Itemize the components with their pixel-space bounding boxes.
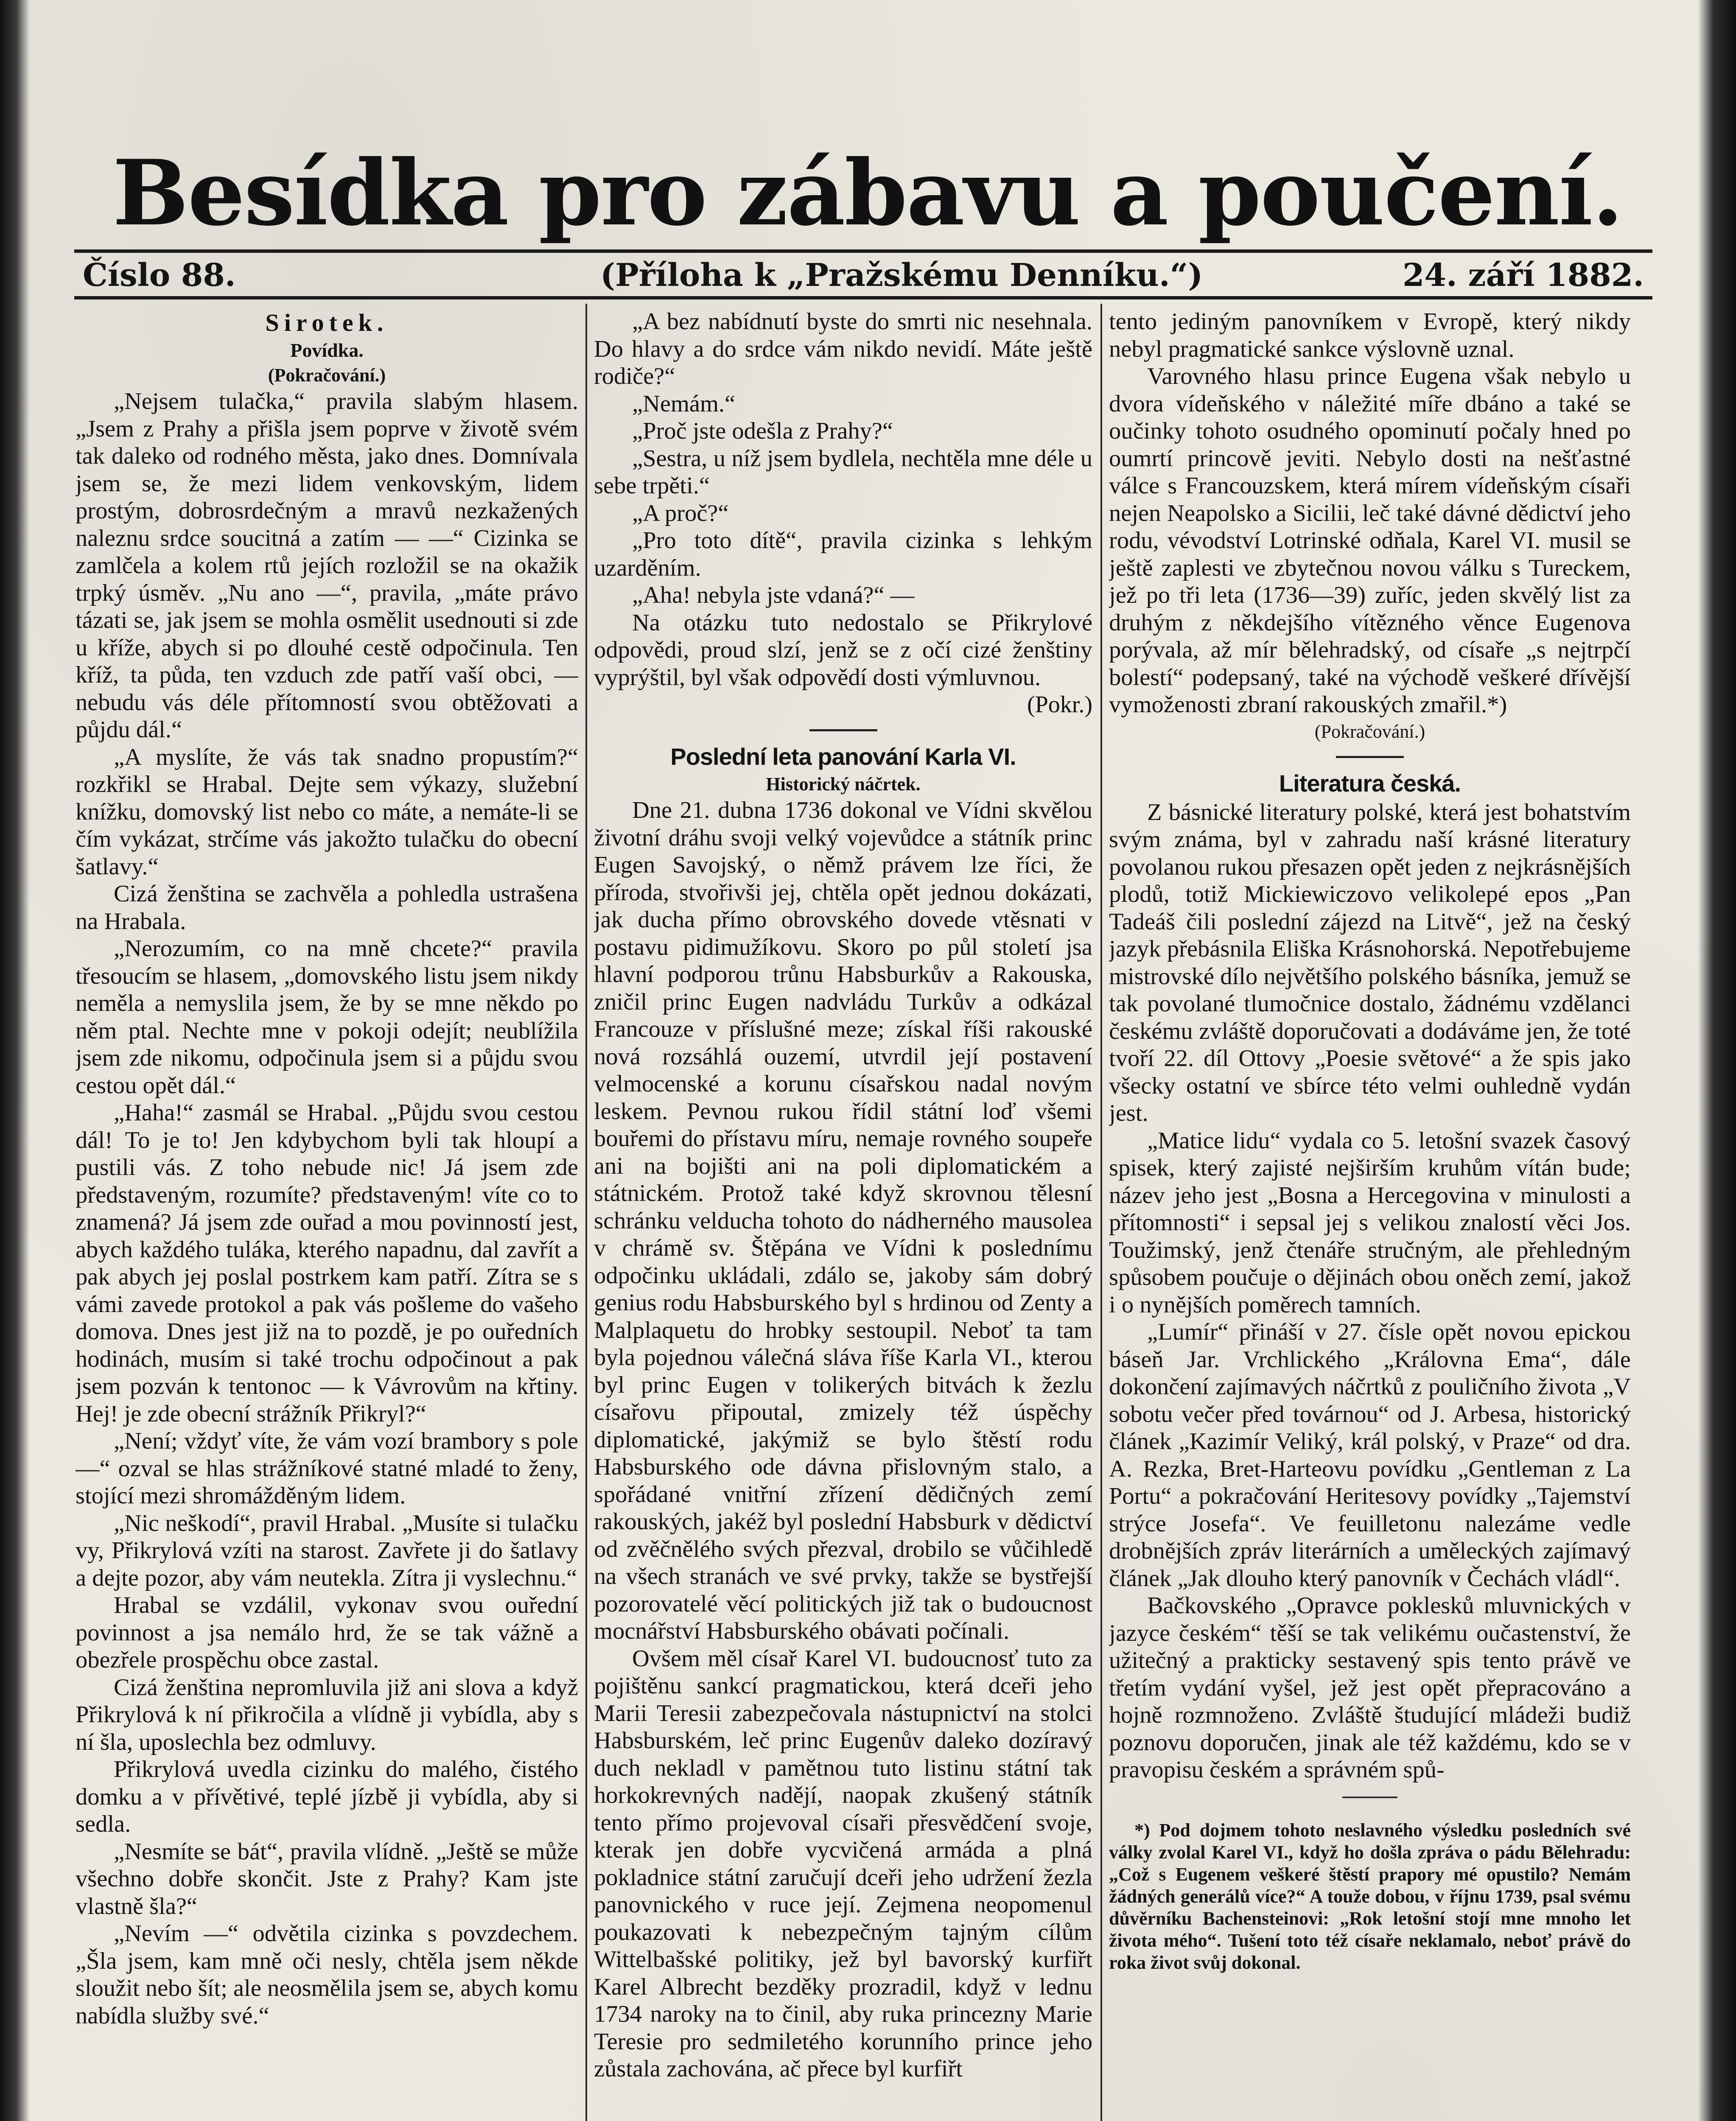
story-paragraph: „Proč jste odešla z Prahy?“ <box>632 418 893 444</box>
literature-title: Literatura česká. <box>1279 769 1461 797</box>
story-paragraph: „Pro toto dítě“, pravila cizinka s lehkým uzarděním. <box>594 527 1092 581</box>
scan-edge-right <box>1698 0 1736 2121</box>
issue-supplement: (Příloha k „Pražskému Denníku.“) <box>600 257 1203 294</box>
footnote-separator <box>1342 1796 1397 1798</box>
story-paragraph: Hrabal se vzdálil, vykonav svou ouřední povinnost a jsa nemálo hrd, že se tak vážně a obezřele prospěchu obce zastal. <box>76 1592 578 1673</box>
story-paragraph: Na otázku tuto nedostalo se Přikrylové odpovědi, proud slzí, jenž se z očí cizé ženštiny vyprýštil, byl však odpovědí dosti výmluvnou. <box>594 609 1092 691</box>
story-paragraph: „Aha! nebyla jste vdaná?“ — <box>632 582 915 608</box>
footnote-text: *) Pod dojmem tohoto neslavného výsledku posledních své války zvolal Karel VI., když ho došla zpráva o pádu Bělehradu: „Což s Eugenem veškeré štěstí prapory mé opustilo? Nemám žádných generálů více?“ A touže dobou, v říjnu 1739, psal svému důvěrníku Bachensteinovi: „Rok letošní stojí mne mnoho let života mého“. Tušení toto též císaře neklamalo, neboť právě do roka život svůj dokonal. <box>1109 1819 1631 1973</box>
story-paragraph: „A bez nabídnutí byste do smrti nic nesehnala. Do hlavy a do srdce vám nikdo nevidí. Máte ještě rodiče?“ <box>594 308 1092 389</box>
story-continued-label: (Pokračování.) <box>268 365 386 386</box>
story-paragraph: „Není; vždyť víte, že vám vozí brambory s pole —“ ozval se hlas strážníkové statné mladé to ženy, stojící mezi shromážděným lidem. <box>76 1428 578 1509</box>
column-divider-1 <box>585 304 587 2121</box>
column-2 <box>594 308 1092 2121</box>
column-3 <box>1109 308 1631 2121</box>
masthead-rule-bottom <box>74 296 1652 299</box>
literature-paragraph: „Lumír“ přináší v 27. čísle opět novou epickou báseň Jar. Vrchlického „Královna Ema“, dále dokončení zajímavých náčrtků z pouličního života „V sobotu večer před továrnou“ od J. Arbesa, historický článek „Kazimír Veliký, král polský, v Praze“ od dra. A. Rezka, Bret-Harteovu povídku „Gentleman z La Portu“ a pokračování Heritesovy povídky „Tajemství strýce Josefa“. Ve feuilletonu nalezáme vedle drobnějších zpráv literárních a uměleckých zajímavý článek „Jak dlouho který panovník v Čechách vládl“. <box>1109 1319 1631 1592</box>
story-to-be-continued: (Pokr.) <box>1027 691 1092 718</box>
story-paragraph: „Nemám.“ <box>632 390 736 417</box>
story-paragraph: „Nejsem tulačka,“ pravila slabým hlasem. „Jsem z Prahy a přišla jsem poprve v životě svém tak daleko od rodného města, jako dnes. Domnívala jsem se, že mezi lidem venkovským, lidem prostým, dobrosrdečným a mravů nezkažených naleznu srdce soucitná a zatím — —“ Cizinka se zamlčela a kolem rtů jejích rozložil se na okažik trpký úsměv. „Nu ano —“, pravila, „máte právo tázati se, jak jsem se mohla osmělit usednouti si zde u kříže, abych si po dlouhé cestě odpočinula. Ten kříž, ta půda, ten vzduch zde patří vaší obci, — nebudu vás déle přítomností svou obtěžovati a půjdu dál.“ <box>76 388 578 743</box>
story-paragraph: „A myslíte, že vás tak snadno propustím?“ rozkřikl se Hrabal. Dejte sem výkazy, služební knížku, domovský list nebo co máte, a nemáte-li se čím vykázat, strčíme vás jakožto tulačku do obecní šatlavy.“ <box>76 744 578 880</box>
history-paragraph: Varovného hlasu prince Eugena však nebylo u dvora vídeňského v náležité míře dbáno a také se oučinky tohoto osudného opominutí počaly hned po oumrtí princově jeviti. Nebylo dosti na nešťastné válce s Francouzskem, která mírem vídeňským císaři nejen Neapolsko a Sicilii, leč také dávné dědictví jeho rodu, vévodství Lotrinské odňala, Karel VI. musil se ještě zaplesti ve zbytečnou novou válku s Tureckem, jež po tři leta (1736—39) zuříc, jeden skvělý list za druhým z někdejšího vítězného věnce Eugenova porývala, až mír bělehradský, od císaře „s nejtrpčí bolestí“ podepsaný, také na východě veškeré dřívější vymoženosti zbraní rakouských zmařil.*) <box>1109 363 1631 718</box>
history-paragraph: Dne 21. dubna 1736 dokonal ve Vídni skvělou životní dráhu svoji velký vojevůdce a státník princ Eugen Savojský, o němž právem lze říci, že příroda, stvořivši jej, chtěla opět jednou dokázati, jak ducha přímo obrovského dovede vtěsnati v postavu pidimužíkovu. Skoro po půl století jsa hlavní podporou trůnu Habsburkův a Rakouska, zničil princ Eugen nadvládu Turkův a odkázal Francouze v příslušné meze; získal říši rakouské nová rozsáhlá ouzemí, utvrdil její postavení velmocenské a korunu císařskou nadal novým leskem. Pevnou rukou řídil státní loď všemi bouřemi do přístavu míru, nemaje rovného soupeře ani na bojišti ani na poli diplomatickém a státnickém. Protož také když skrovnou tělesní schránku velducha tohoto do nádherného mausolea v chrámě sv. Štěpána ve Vídni k poslednímu odpočinku ukládali, zdálo se, jakoby sám dobrý genius rodu Habsburského byl s hrdinou od Zenty a Malplaquetu do hrobky sestoupil. Neboť ta tam byla pojednou válečná sláva říše Karla VI., kterou byl princ Eugen v tolikerých bitvách k žezlu císařovu připoutal, zmizely též úspěchy diplomatické, jakýmiž se bylo štěstí rodu Habsburského ode dávna přislovným stalo, a spořádané vnitřní zřízení dědičných zemí rakouských, jakéž byl poslední Habsburk v dědictví od zvěčnělého svých přezval, drobilo se vůčihledě na všech stranách ve své prvky, takže se bystřejší pozorovatelé věcí politických již tak o budoucnost mocnářství Habsburského obávati počínali. <box>594 797 1092 1644</box>
footnote <box>1109 1819 1631 1974</box>
story-paragraph: „Nesmíte se bát“, pravila vlídně. „Ještě se může všechno dobře skončit. Jste z Prahy? Kam jste vlastně šla?“ <box>76 1838 578 1920</box>
issue-number: Číslo 88. <box>83 257 236 294</box>
column-divider-2 <box>1100 304 1102 2121</box>
column-1 <box>76 308 578 2121</box>
story-genre: Povídka. <box>290 339 364 361</box>
masthead-title: Besídka pro zábavu a poučení. <box>112 140 1623 246</box>
history-title: Poslední leta panování Karla VI. <box>670 743 1016 770</box>
issue-date: 24. září 1882. <box>1402 257 1644 294</box>
section-separator <box>809 729 877 731</box>
literature-paragraph: Bačkovského „Opravce poklesků mluvnických v jazyce českém“ těší se tak velikému oučastenství, že užitečný a prakticky sestavený spis tento právě ve třetím vydání vyšel, jež jest opět přepracováno a hojně rozmnoženo. Zvláště študující mládeži budiž poznovu doporučen, jinak ale též každému, kdo se v pravopisu českém a správném spů- <box>1109 1592 1631 1783</box>
history-paragraph: tento jediným panovníkem v Evropě, který nikdy nebyl pragmatické sankce výslovně uznal. <box>1109 308 1631 362</box>
masthead-rule-top <box>74 249 1652 253</box>
story-paragraph: Cizá ženština se zachvěla a pohledla ustrašena na Hrabala. <box>76 881 578 935</box>
story-paragraph: „Haha!“ zasmál se Hrabal. „Půjdu svou cestou dál! To je to! Jen kdybychom byli tak hloupí a pustili vás. Z toho nebude nic! Já jsem zde představeným, rozumíte? představeným! víte co to znamená? Já jsem zde ouřad a mou povinností jest, abych každého tuláka, kterého napadnu, dal zavřít a pak abych jej poslal postrkem kam patří. Zítra se s vámi zavede protokol a pak vás pošleme do vašeho domova. Dnes jest již na to pozdě, je po ouředních hodinách, musím si také trochu odpočinout a pak jsem pozván k tentonoc — k Vávrovům na křtiny. Hej! je zde obecní strážník Přikryl?“ <box>76 1100 578 1427</box>
issue-line <box>74 256 1652 294</box>
story-paragraph: „Sestra, u níž jsem bydlela, nechtěla mne déle u sebe trpěti.“ <box>594 445 1092 499</box>
story-paragraph: Cizá ženština nepromluvila již ani slova a když Přikrylová k ní přikročila a vlídně ji vybídla, aby s ní šla, uposlechla bez odmluvy. <box>76 1674 578 1755</box>
history-subtitle: Historický náčrtek. <box>766 774 921 795</box>
story-paragraph: Přikrylová uvedla cizinku do malého, čistého domku a v přívětivé, teplé jízbě ji vybídla, aby si sedla. <box>76 1756 578 1837</box>
story-paragraph: „Nerozumím, co na mně chcete?“ pravila třesoucím se hlasem, „domovského listu jsem nikdy neměla a nemyslila jsem, že by se mne někdo po něm ptal. Nechte mne v pokoji odejít; neublížila jsem zde nikomu, odpočinula jsem si a půjdu svou cestou opět dál.“ <box>76 935 578 1099</box>
story-paragraph: „A proč?“ <box>632 500 729 526</box>
story-paragraph: „Nic neškodí“, pravil Hrabal. „Musíte si tulačku vy, Přikrylová vzíti na starost. Zavřete ji do šatlavy a dejte pozor, aby vám neutekla. Zítra ji vyslechnu.“ <box>76 1510 578 1591</box>
story-title: Sirotek. <box>265 309 389 336</box>
section-separator <box>1336 756 1404 758</box>
literature-paragraph: Z básnické literatury polské, která jest bohatstvím svým známa, byl v zahradu naší krásné literatury povolanou rukou přesazen opět jeden z nejkrásnějších plodů, totiž Mickiewiczovo velikolepé epos „Pan Tadeáš čili poslední zájezd na Litvě“, jež na český jazyk přebásnila Eliška Krásnohorská. Nepotřebujeme mistrovské dílo největšího polského básníka, jemuž se tak povolané tlumočnice dostalo, žádnému vzdělanci českému zvláště doporučovati a dodáváme jen, že toté tvoří 22. díl Ottovy „Poesie světové“ a že spis jako všecky ostatní ve sbírce této velmi ouhledně vydán jest. <box>1109 799 1631 1126</box>
history-paragraph: Ovšem měl císař Karel VI. budoucnosť tuto za pojištěnu sankcí pragmatickou, která dceři jeho Marii Teresii zabezpečovala nástupnictví na stolci Habsburském, leč princ Eugenův daleko dozíravý duch nekladl v pamětnou tuto listinu státní tak horkokrevných nadějí, naopak zkušený státník tento přímo projevoval císaři přesvědčení svoje, kterak jen dobře vycvičená armáda a plná pokladnice státní zaručují dceři jeho udržení žezla panovnického v ruce její. Zejmena neopomenul poukazovati k nebezpečným tajným cílům Wittelbašské politiky, jež byl bavorský kurfiřt Karel Albrecht bezděky prozradil, když v lednu 1734 naroky na to činil, aby ruka princezny Marie Teresie pro sedmiletého korunního prince jeho zůstala zachována, ač přece byl kurfiřt <box>594 1645 1092 2082</box>
literature-paragraph: „Matice lidu“ vydala co 5. letošní svazek časový spisek, který zajisté nejširším kruhům vítán bude; název jeho jest „Bosna a Hercegovina v minulosti a přítomnosti“ i sepsal jej s velikou znalostí věci Jos. Toužimský, jenž čtenáře stručným, ale přehledným spůsobem poučuje o dějinách obou oněch zemí, jakož i o nynějších poměrech tamních. <box>1109 1127 1631 1318</box>
history-continued-label: (Pokračování.) <box>1314 721 1425 742</box>
story-paragraph: „Nevím —“ odvětila cizinka s povzdechem. „Šla jsem, kam mně oči nesly, chtěla jsem někde sloužit nebo šít; ale neosmělila jsem se, abych komu nabídla služby své.“ <box>76 1920 578 2029</box>
scan-edge-left <box>0 0 30 2121</box>
